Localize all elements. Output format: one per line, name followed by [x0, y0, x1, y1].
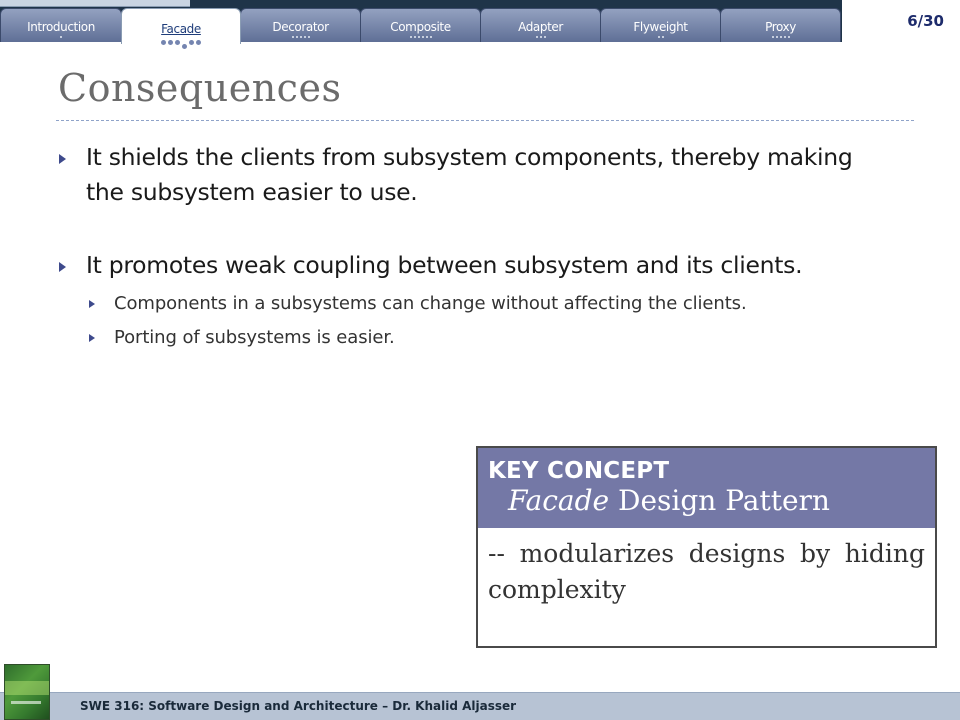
bullet-arrow-icon — [59, 262, 66, 272]
tab-facade[interactable] — [121, 8, 241, 44]
slide-dot[interactable] — [410, 36, 412, 38]
bullet-arrow-icon — [89, 300, 95, 308]
sub-bullet-text: Components in a subsystems can change without affecting the clients. — [114, 293, 747, 314]
tab-label: Proxy — [765, 20, 796, 34]
bullet-item — [56, 140, 896, 210]
slide-dot[interactable] — [418, 36, 420, 38]
tab-label: Composite — [390, 20, 451, 34]
slide-dot[interactable] — [426, 36, 428, 38]
nav-progress-line — [0, 0, 190, 7]
slide-dot[interactable] — [168, 40, 173, 45]
slide-dot[interactable] — [780, 36, 782, 38]
slide-dot[interactable] — [422, 36, 424, 38]
slide-dot[interactable] — [776, 36, 778, 38]
tab-slide-dots — [601, 36, 720, 40]
key-concept-label: KEY CONCEPT — [488, 458, 670, 484]
slide-dot[interactable] — [296, 36, 298, 38]
title-divider — [56, 120, 914, 121]
sub-bullet-item — [86, 321, 896, 355]
key-concept-title — [508, 484, 830, 517]
sub-bullet-list — [86, 287, 896, 355]
slide-dot[interactable] — [784, 36, 786, 38]
tab-flyweight[interactable] — [600, 8, 721, 42]
book-cover-image — [4, 664, 50, 720]
key-concept-box — [476, 446, 937, 648]
footer-text: SWE 316: Software Design and Architecture – Dr. Khalid Aljasser — [80, 699, 517, 713]
footer-band — [0, 692, 960, 720]
key-concept-header — [478, 448, 935, 528]
slide-dot-current[interactable] — [182, 44, 187, 49]
tab-label: Adapter — [518, 20, 563, 34]
tab-label: Flyweight — [633, 20, 688, 34]
tab-adapter[interactable] — [480, 8, 601, 42]
slide-dot[interactable] — [540, 36, 542, 38]
slide-dot[interactable] — [536, 36, 538, 38]
slide-dot[interactable] — [292, 36, 294, 38]
slide-dot[interactable] — [189, 40, 194, 45]
tab-composite[interactable] — [360, 8, 481, 42]
slide-dot[interactable] — [175, 40, 180, 45]
tab-slide-dots — [241, 36, 360, 40]
tab-label: Decorator — [272, 20, 329, 34]
slide-dot[interactable] — [430, 36, 432, 38]
tab-slide-dots — [122, 40, 240, 44]
bullet-text: It promotes weak coupling between subsystem and its clients. — [86, 251, 803, 279]
tab-slide-dots — [481, 36, 600, 40]
slide-dot[interactable] — [414, 36, 416, 38]
slide-dot[interactable] — [662, 36, 664, 38]
slide-dot[interactable] — [658, 36, 660, 38]
bullet-list — [56, 140, 896, 355]
slide-dot[interactable] — [788, 36, 790, 38]
tab-proxy[interactable] — [720, 8, 841, 42]
slide-dot[interactable] — [60, 36, 62, 38]
slide-dot[interactable] — [161, 40, 166, 45]
book-cover-band — [5, 681, 49, 695]
page-counter: 6/30 — [907, 12, 944, 30]
slide-title: Consequences — [58, 66, 342, 110]
bullet-arrow-icon — [59, 154, 66, 164]
key-concept-title-italic: Facade — [508, 484, 610, 517]
tab-slide-dots — [361, 36, 480, 40]
key-concept-body: -- modularizes designs by hiding complexity — [488, 539, 925, 604]
key-concept-title-rest: Design Pattern — [609, 484, 830, 517]
bullet-arrow-icon — [89, 334, 95, 342]
tab-slide-dots — [1, 36, 121, 40]
bullet-text: It shields the clients from subsystem components, thereby making the subsystem easier to use. — [86, 143, 853, 206]
tab-introduction[interactable] — [0, 8, 122, 42]
section-nav-bar — [0, 0, 960, 42]
sub-bullet-text: Porting of subsystems is easier. — [114, 327, 395, 348]
bullet-item — [56, 248, 896, 355]
slide-dot[interactable] — [196, 40, 201, 45]
tab-label: Facade — [161, 22, 201, 36]
tab-label: Introduction — [27, 20, 95, 34]
slide-dot[interactable] — [300, 36, 302, 38]
tab-decorator[interactable] — [240, 8, 361, 42]
slide-dot[interactable] — [772, 36, 774, 38]
book-cover-stripe — [11, 701, 41, 704]
sub-bullet-item — [86, 287, 896, 321]
slide-dot[interactable] — [304, 36, 306, 38]
slide-dot[interactable] — [308, 36, 310, 38]
slide-dot[interactable] — [544, 36, 546, 38]
tab-slide-dots — [721, 36, 840, 40]
